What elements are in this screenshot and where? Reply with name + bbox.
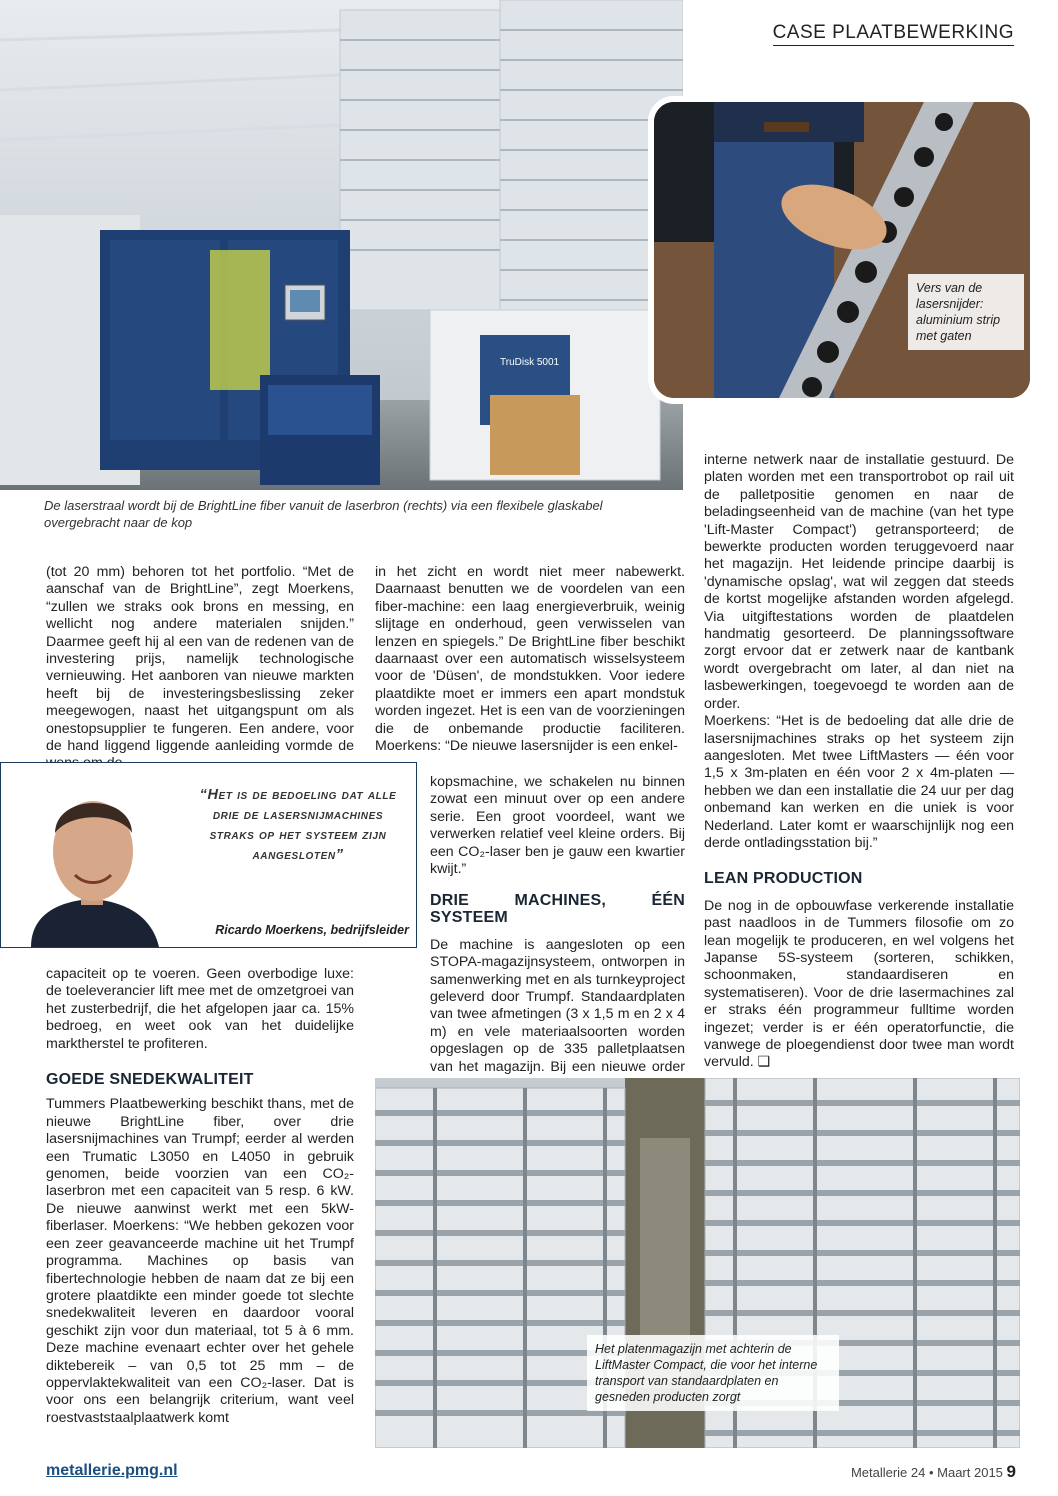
- inset-photo: [648, 96, 1036, 404]
- col3-heading: LEAN PRODUCTION: [704, 870, 863, 888]
- col2-heading: DRIE MACHINES, ÉÉN SYSTEEM: [430, 892, 685, 927]
- column-2-mid: [430, 774, 685, 878]
- pull-quote-text: “Het is de bedoeling dat alle drie de lasersnijmachines straks op het systeem zijn aangesloten”: [199, 787, 397, 863]
- col2-paragraph-3: De machine is aangesloten op een STOPA-magazijnsysteem, ontworpen in samenwerking met en als turnkeyproject geleverd door Trumpf. Standaardplaten van twee afmetingen (3 x 1,5 m en 2 x 4 m) en vele materiaalsoorten worden opgeslagen op de 335 palletplaatsen van het magazijn. Bij een nieuwe order: [430, 936, 685, 1075]
- end-mark-icon: ❑: [757, 1054, 771, 1071]
- col2-paragraph-1: in het zicht en wordt niet meer nabewerkt. Daarnaast benutten we de voordelen van een fiber-machine: een laag energieverbruik, weinig slijtage en onderhoud, geen verwisselen van lenzen en spiegels.” De BrightLine fiber beschikt daarnaast over een automatisch wisselsysteem voor de 'Düsen', de mondstukken. Voor iedere plaatdikte moet er immers een apart mondstuk worden ingezet. Het is een van de voorzieningen die de onbemande productie faciliteren. Moerkens: “De nieuwe lasersnijder is een enkel-: [375, 564, 685, 755]
- col1-heading: GOEDE SNEDEKWALITEIT: [46, 1071, 254, 1089]
- col1-paragraph-1: (tot 20 mm) behoren tot het portfolio. “Met de aanschaf van de BrightLine”, zegt Moerkens, “zullen we straks ook brons en messing, en wellicht nog andere materialen snijden.” Daarmee geeft hij al een van de redenen van de investering prijs, namelijk technologische vernieuwing. Het aanboren van nieuwe markten heeft bij de investeringsbeslissing zeker meegewogen, naast het uitgangspunt om als onestopsupplier te fungeren. Een andere, voor de hand liggend liggende aanleiding vormde de: [46, 564, 354, 755]
- col1-paragraph-3: Tummers Plaatbewerking beschikt thans, met de nieuwe BrightLine fiber, over drie lasersnijmachines van Trumpf; eerder al werden een Trumatic L3050 en L4050 in gebruik genomen, beide voorzien van een CO₂-laserbron met een capaciteit van 5 resp. 6 kW. De nieuwe aanwinst werkt met een 5kW-fiberlaser. Moerkens: “We hebben gekozen voor een zeer geavanceerde machine uit het Trumpf programma. Machines op basis van fibertechnologie hebben de naam dat ze bij een grotere plaatdikte een minder goede tot slechte snedekwaliteit leveren en daardoor vooral geschikt zijn voor dun materiaal, tot 5 à 6 mm. Deze machine evenaart echter over het gehele diktebereik – van 0,5 tot 25 mm – de oppervlaktekwaliteit van een CO₂-laser. Dat is voor ons een belangrijk criterium, want veel roestvaststaalplaatwerk komt: [46, 1096, 354, 1426]
- footer-issue: [851, 1462, 1016, 1482]
- warehouse-photo: [375, 1078, 1020, 1448]
- pull-quote-author: Ricardo Moerkens, bedrijfsleider: [215, 923, 409, 937]
- portrait-photo: [1, 763, 171, 947]
- col3-paragraph-3-text: De nog in de opbouwfase verkerende installatie past naadloos in de Tummers filosofie om zo lean mogelijk te produceren, en wel volgens het Japanse 5S-systeem (sorteren, schikken, schoonmaken, standaardiseren en systematiseren). Voor de drie lasermachines zal er straks één programmeur fulltime worden ingezet; verder is er één operatorfunctie, die vanwege de ploegendienst door twee man wordt vervuld.: [704, 897, 1014, 1071]
- section-label: CASE PLAATBEWERKING: [773, 22, 1014, 46]
- warehouse-caption: Het platenmagazijn met achterin de LiftMaster Compact, die voor het interne transport van standaardplaten en gesneden producten zorgt: [587, 1335, 839, 1411]
- col3-paragraph-1: interne netwerk naar de installatie gestuurd. De platen worden met een transportrobot op rail uit de palletpositie genomen en naar de beladingseenheid van de machine (van het type 'Lift-Master Compact') getransporteerd; de bewerkte producten worden teruggevoerd naar het magazijn. Het leidende principe daarbij is 'dynamische opslag', wat wil zeggen dat steeds de kortst mogelijke afstanden worden afgelegd. Via uitgiftestations worden de plaatdelen handmatig gesorteerd. De planningssoftware zorgt ervoor dat er zetwerk naar de kantbank wordt overgebracht om later, al dan niet na lasbewerkingen, toegevoegd te worden aan de order.: [704, 452, 1014, 712]
- inset-caption: Vers van de lasersnijder: aluminium strip met gaten: [908, 274, 1024, 350]
- pull-quote-box: [0, 762, 417, 948]
- main-photo: [0, 0, 683, 490]
- col3-paragraph-3: [704, 898, 1014, 1072]
- col2-paragraph-2: kopsmachine, we schakelen nu binnen zowat een minuut over op een andere serie. Een groot voordeel, want we verwerken relatief veel kleine orders. Bij een CO₂-laser ben je gauw een kwartier kwijt.”: [430, 774, 685, 878]
- col1-paragraph-2: capaciteit op te voeren. Geen overbodige luxe: de toeleverancier lift mee met de omzetgroei van het zusterbedrijf, die het afgelopen jaar ca. 15% bedroeg, en weet ook van het duidelijke marktherstel te profiteren.: [46, 966, 354, 1052]
- column-2-bottom: [430, 888, 685, 1093]
- column-3: [704, 452, 1014, 1072]
- column-2-top: [375, 564, 685, 755]
- footer-website-link[interactable]: metallerie.pmg.nl: [46, 1462, 178, 1479]
- aluminium-strip-illustration: [654, 102, 1030, 398]
- main-photo-caption: De laserstraal wordt bij de BrightLine fiber vanuit de laserbron (rechts) via een flexibele glaskabel overgebracht naar de kop: [44, 498, 603, 530]
- svg-text:TruDisk 5001: TruDisk 5001: [500, 357, 560, 368]
- column-1-bottom: [46, 966, 354, 1427]
- col3-paragraph-2: Moerkens: “Het is de bedoeling dat alle drie de lasersnijmachines straks op het systeem zijn aangesloten. Met twee LiftMasters — één voor 1,5 x 3m-platen en één voor 2 x 4m-platen — hebben we dan een installatie die 24 uur per dag onbemand kan werken en die uniek is voor Nederland. Later komt er waarschijnlijk nog een derde ontladingsstation bij.”: [704, 713, 1014, 851]
- footer-issue-text: Metallerie 24 • Maart 2015: [850, 1465, 1003, 1480]
- column-1-top: [46, 564, 354, 773]
- page-number: 9: [1006, 1462, 1016, 1481]
- laser-machine-illustration: [0, 0, 683, 490]
